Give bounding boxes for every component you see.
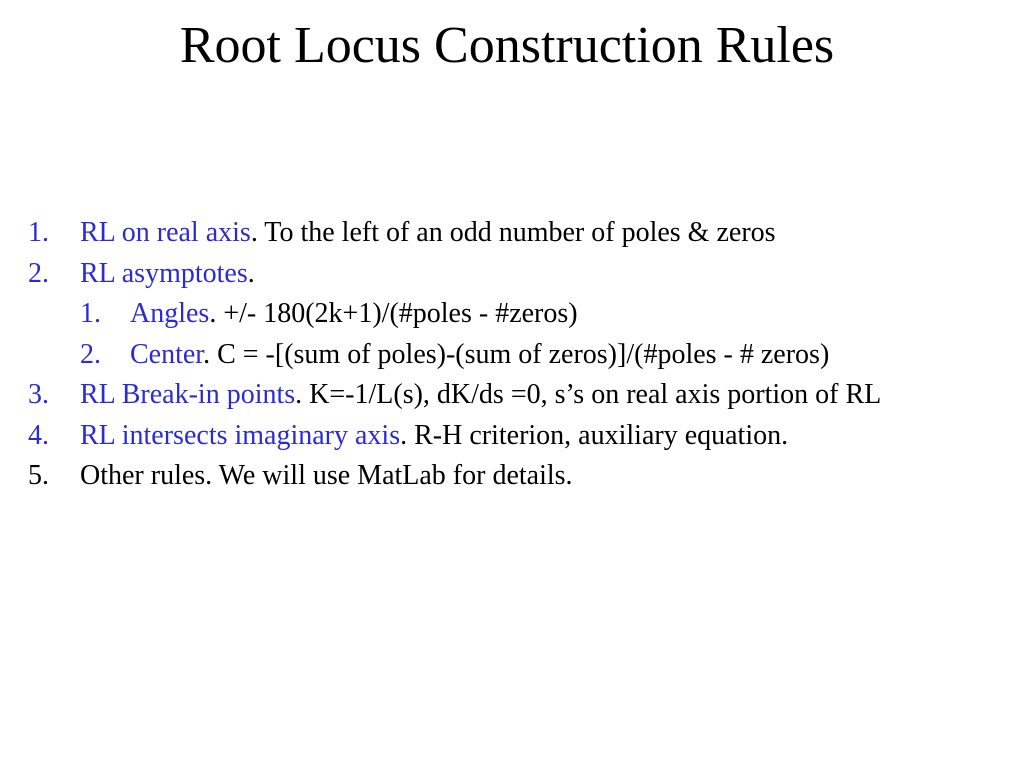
rule-2-sub-1 — [28, 294, 1018, 335]
rule-5-number: 5. — [28, 460, 49, 491]
rule-1-rl: RL — [80, 217, 115, 248]
rule-2-sub-1-number: 1. — [80, 298, 101, 329]
rule-2-body: . — [247, 257, 255, 289]
rule-4-number: 4. — [28, 419, 49, 451]
rule-3 — [28, 375, 1018, 416]
rule-2-sub-2-term: Center — [130, 338, 204, 370]
rule-3-body: . K=-1/L(s), dK/ds =0, s’s on real axis portion of RL — [295, 379, 882, 410]
rule-2-sub-2-body: . C = -[(sum of poles)-(sum of zeros)]/(#poles - # zeros) — [203, 338, 830, 370]
rule-2-number: 2. — [28, 257, 49, 289]
rules-list — [28, 213, 1018, 497]
rule-2-rl: RL — [80, 257, 115, 289]
rule-2-sub-1-term: Angles — [130, 298, 210, 329]
rule-4 — [28, 416, 1018, 457]
rule-5-text: Other rules. We will use MatLab for details. — [80, 460, 573, 491]
rule-2-sub-1-body: . +/- 180(2k+1)/(#poles - #zeros) — [209, 298, 578, 329]
rule-2 — [28, 254, 1018, 295]
rule-1-number: 1. — [28, 217, 49, 248]
rule-3-term: Break-in points — [121, 379, 296, 410]
slide-title: Root Locus Construction Rules — [179, 17, 835, 74]
rule-4-rl: RL — [80, 419, 115, 451]
rule-5 — [28, 456, 1018, 497]
rule-1 — [28, 213, 1018, 254]
rule-2-term: asymptotes — [121, 257, 248, 289]
rule-1-term: on real axis — [121, 217, 251, 248]
rule-2-sub-2-number: 2. — [80, 338, 101, 370]
rule-4-body: . R-H criterion, auxiliary equation. — [400, 419, 789, 451]
rule-4-term: intersects imaginary axis — [121, 419, 401, 451]
rule-3-rl: RL — [80, 379, 115, 410]
rule-1-body: . To the left of an odd number of poles & zeros — [250, 217, 776, 248]
rule-3-number: 3. — [28, 379, 49, 410]
rule-2-sub-2 — [28, 335, 1018, 376]
